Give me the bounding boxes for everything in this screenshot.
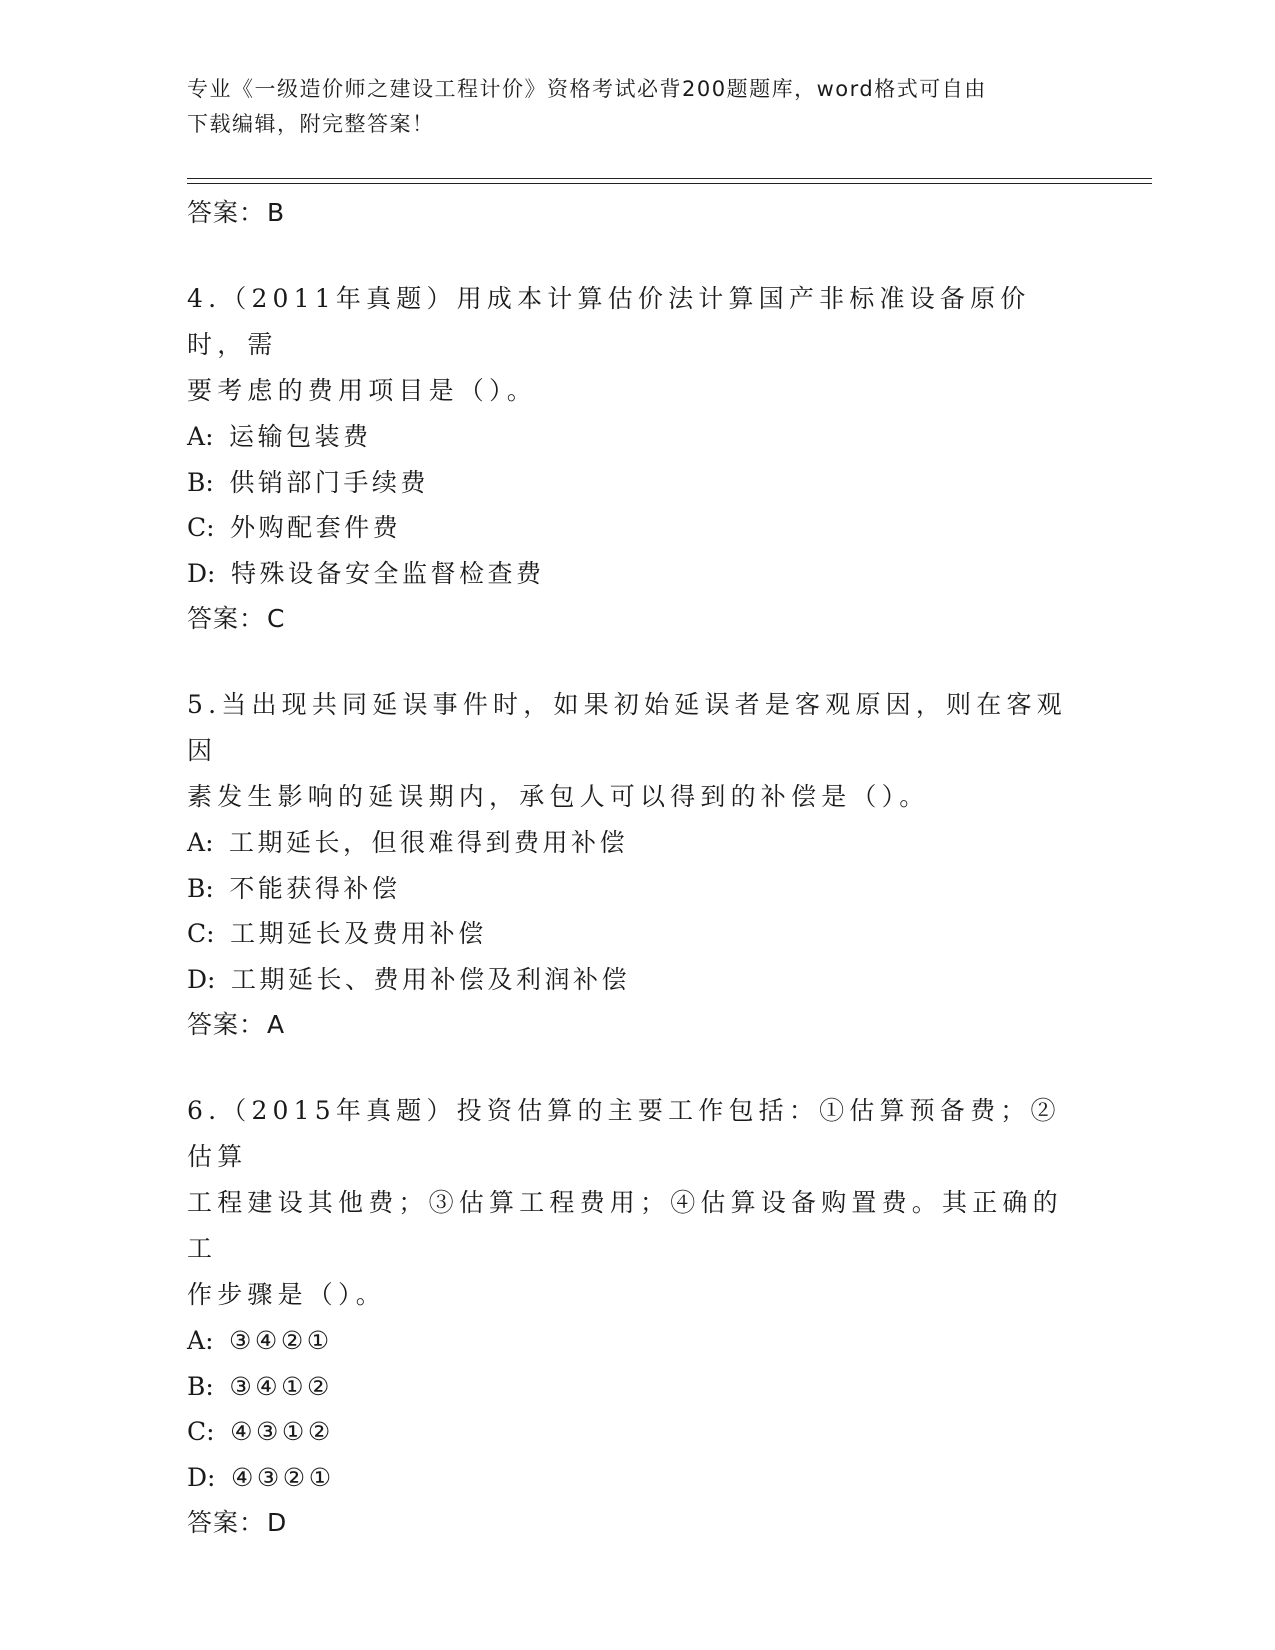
option-text: 工期延长、费用补偿及利润补偿 [230, 964, 630, 994]
option-text: 工期延长，但很难得到费用补偿 [229, 828, 629, 857]
spacer [187, 642, 1087, 682]
option-d [187, 551, 1087, 597]
option-b [187, 460, 1087, 506]
option-letter: B [187, 1371, 206, 1401]
option-text: ④③②① [230, 1462, 335, 1492]
option-text: 不能获得补偿 [229, 873, 401, 903]
option-a [187, 414, 1087, 460]
option-b [187, 1364, 1087, 1410]
option-separator: : [207, 558, 219, 588]
option-separator: : [205, 1371, 218, 1401]
question-stem-line: 6.（2015年真题）投资估算的主要工作包括：①估算预备费；②估算 [187, 1096, 1061, 1171]
option-letter: A [187, 422, 206, 451]
option-letter: A [187, 828, 206, 857]
header-rule-top [187, 178, 1152, 179]
option-separator: : [205, 1326, 217, 1355]
question-stem-line: 作步骤是（）。 [187, 1280, 386, 1309]
question-stem-line: 要考虑的费用项目是（）。 [187, 376, 537, 405]
option-separator: : [206, 513, 219, 542]
header-line-2: 下载编辑，附完整答案！ [187, 112, 435, 136]
option-separator: : [206, 1417, 219, 1446]
option-letter: C [187, 513, 207, 542]
option-text: 运输包装费 [229, 422, 372, 451]
question-stem-line: 工程建设其他费；③估算工程费用；④估算设备购置费。其正确的工 [187, 1188, 1063, 1263]
answer-line [187, 1500, 1087, 1546]
option-letter: B [187, 873, 206, 903]
option-text: 外购配套件费 [230, 513, 402, 542]
answer-value: C [267, 604, 286, 633]
option-d [187, 1455, 1087, 1501]
header-rule-bottom [187, 183, 1152, 184]
option-text: ③④②① [229, 1326, 333, 1355]
spacer [187, 236, 1087, 276]
answer-label: 答案： [187, 1010, 266, 1039]
answer-line [187, 596, 1087, 642]
option-a [187, 820, 1087, 866]
option-c [187, 1409, 1087, 1455]
question-6 [187, 1088, 1087, 1546]
option-letter: D [187, 1462, 208, 1492]
question-stem-line: 5.当出现共同延误事件时，如果初始延误者是客观原因，则在客观因 [187, 690, 1067, 765]
option-text: 供销部门手续费 [229, 467, 429, 497]
option-a [187, 1318, 1087, 1364]
answer-label: 答案： [187, 198, 266, 227]
option-b [187, 866, 1087, 912]
answer-label: 答案： [187, 1508, 266, 1537]
option-text: 工期延长及费用补偿 [230, 919, 487, 948]
option-text: ③④①② [229, 1371, 333, 1401]
answer-value: D [267, 1508, 288, 1537]
answer-line [187, 1002, 1087, 1048]
document-header [187, 72, 1067, 142]
option-letter: D [187, 558, 208, 588]
option-letter: C [187, 1417, 207, 1446]
option-letter: D [187, 964, 208, 994]
option-letter: A [187, 1326, 206, 1355]
option-separator: : [206, 919, 219, 948]
question-stem-line: 素发生影响的延误期内，承包人可以得到的补偿是（）。 [187, 782, 930, 811]
option-separator: : [205, 467, 218, 497]
option-separator: : [205, 828, 217, 857]
question-stem-line: 4.（2011年真题）用成本计算估价法计算国产非标准设备原价时，需 [187, 284, 1031, 359]
option-separator: : [207, 964, 219, 994]
option-separator: : [205, 422, 217, 451]
option-separator: : [207, 1462, 219, 1492]
option-letter: C [187, 919, 207, 948]
answer-value: B [267, 198, 286, 227]
option-text: 特殊设备安全监督检查费 [230, 558, 545, 588]
option-d [187, 957, 1087, 1003]
option-separator: : [205, 873, 218, 903]
question-5 [187, 682, 1087, 1048]
question-4 [187, 276, 1087, 642]
answer-value: A [267, 1010, 286, 1039]
option-letter: B [187, 467, 206, 497]
answer-label: 答案： [187, 604, 266, 633]
question-list [187, 190, 1087, 1546]
header-line-1: 专业《一级造价师之建设工程计价》资格考试必背200题题库，word格式可自由 [187, 77, 987, 101]
option-text: ④③①② [230, 1417, 334, 1446]
answer-line [187, 190, 1087, 236]
option-c [187, 505, 1087, 551]
option-c [187, 911, 1087, 957]
spacer [187, 1048, 1087, 1088]
